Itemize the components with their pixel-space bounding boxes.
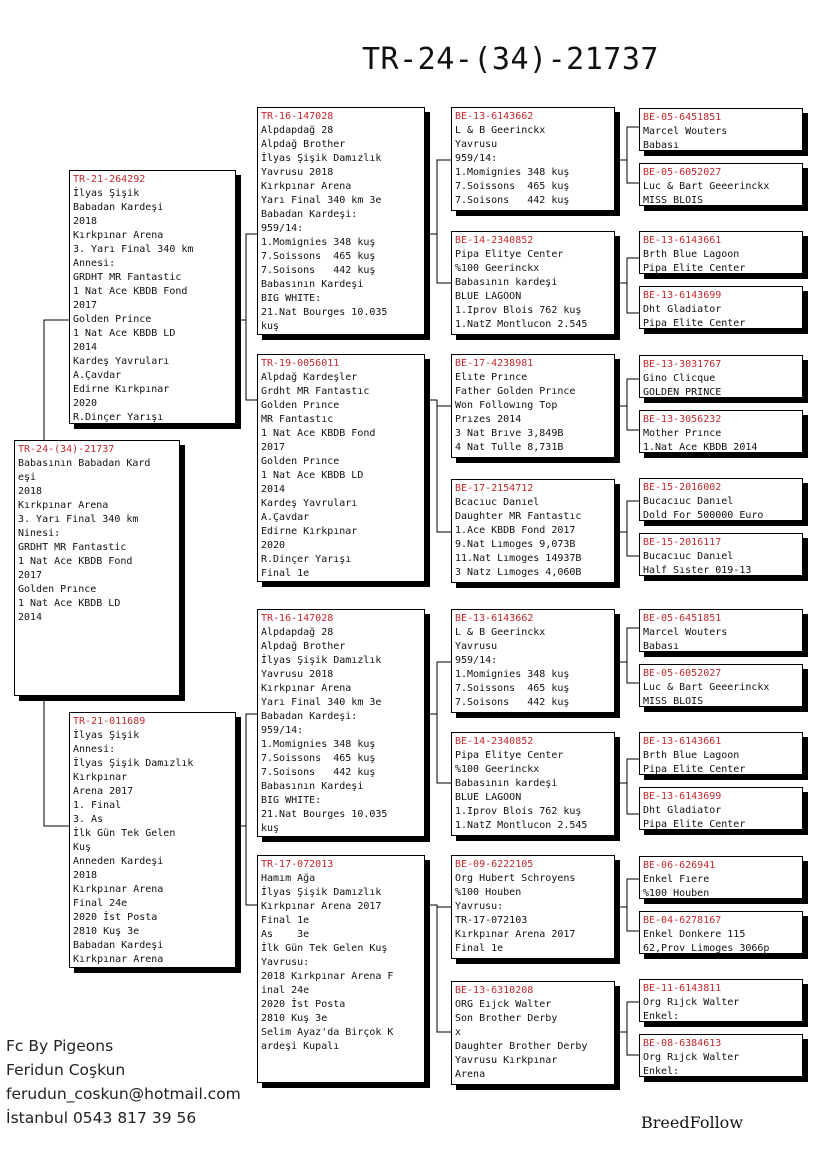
ring-number: TR-17-072013 (261, 859, 334, 870)
card-line: Alpdağ Kardeşler (261, 372, 358, 383)
ring-number: TR-19-0056011 (261, 358, 340, 369)
card-line: 21.Nat Bourges 10.035 (261, 307, 388, 318)
card-line: 11.Nat Lımoges 14937B (455, 553, 582, 564)
ring-number: BE-13-6143662 (455, 613, 534, 624)
card-line: Enkel: (643, 1066, 680, 1077)
ring-number: BE-13-6143662 (455, 111, 534, 122)
card-line: Arena 2017 (73, 786, 134, 797)
pedigree-card-gen3[interactable] (451, 609, 615, 713)
card-line: Pipa Elite Center (643, 318, 746, 329)
card-line: Babadan Kardeşi (73, 202, 164, 213)
pedigree-card-gen4[interactable] (639, 163, 803, 206)
card-line: 3 Nat Brıve 3,849B (455, 428, 564, 439)
card-line: kuş (261, 321, 280, 332)
ring-number: BE-13-6143661 (643, 235, 722, 246)
card-line: Daughter MR Fantastıc (455, 511, 582, 522)
pedigree-card-gen3[interactable] (451, 479, 615, 583)
card-line: 1.Momignies 348 kuş (261, 739, 376, 750)
card-line: 7.Soisons 442 kuş (261, 265, 376, 276)
pedigree-card-gen2[interactable] (257, 609, 425, 837)
pedigree-card-gen4[interactable] (639, 856, 803, 899)
ring-number: TR-24-(34)-21737 (18, 444, 115, 455)
card-line: 2020 İst Posta (73, 912, 158, 923)
card-line: Daughter Brother Derby (455, 1041, 588, 1052)
card-line: Bucacıuc Danıel (643, 551, 734, 562)
card-line: 2810 Kuş 3e (261, 1013, 328, 1024)
pedigree-card-gen4[interactable] (639, 355, 803, 398)
card-line: 1.Momignies 348 kuş (455, 167, 570, 178)
pedigree-card-gen4[interactable] (639, 286, 803, 329)
pedigree-card-gen3[interactable] (451, 732, 615, 836)
card-line: Gino Clicque (643, 373, 716, 384)
card-line: 9.Nat Lımoges 9,073B (455, 539, 576, 550)
ring-number: TR-21-011689 (73, 716, 146, 727)
card-line: R.Dinçer Yarışı (73, 412, 164, 423)
card-line: Yavrusu 2018 (261, 167, 334, 178)
card-line: 62,Prov Limoges 3066p (643, 943, 770, 954)
card-line: İlyas Şişik (73, 188, 140, 199)
ring-number: BE-14-2340852 (455, 235, 534, 246)
card-line: 21.Nat Bourges 10.035 (261, 809, 388, 820)
card-line: Yarı Final 340 km 3e (261, 195, 382, 206)
card-line: kuş (261, 823, 280, 834)
card-line: Kırkpınar Arena 2017 (455, 929, 576, 940)
brand-label: BreedFollow (641, 1113, 744, 1132)
card-line: 3. Yarı Final 340 km (18, 514, 139, 525)
phone-number: İstanbul 0543 817 39 56 (6, 1109, 197, 1127)
ring-number: BE-04-6278167 (643, 915, 722, 926)
card-line: BLUE LAGOON (455, 291, 522, 302)
card-line: Babasının Kardeşi (261, 781, 364, 792)
ring-number: BE-13-6310208 (455, 985, 534, 996)
card-line: 7.Soissons 465 kuş (261, 753, 376, 764)
card-line: Anneden Kardeşi (73, 856, 164, 867)
card-line: Kırkpınar Arena (261, 683, 352, 694)
card-line: Org Hubert Schroyens (455, 873, 576, 884)
card-line: A.Çavdar (261, 512, 310, 523)
card-line: eşi (18, 472, 37, 483)
card-line: BLUE LAGOON (455, 792, 522, 803)
card-line: Final 1e (455, 943, 504, 954)
card-line: Yavrusu: (455, 901, 504, 912)
ring-number: BE-17-4238981 (455, 358, 534, 369)
card-line: MISS BLOIS (643, 195, 704, 206)
card-line: 2020 (261, 540, 286, 551)
card-line: İlyas Şişik Damızlık (261, 887, 382, 898)
ring-number: BE-05-6451851 (643, 112, 722, 123)
card-line: Pipa Elitye Center (455, 249, 564, 260)
card-line: 7.Soissons 465 kuş (455, 181, 570, 192)
card-line: Golden Prınce (261, 400, 340, 411)
pedigree-card-gen4[interactable] (639, 787, 803, 830)
card-line: Annesi: (73, 744, 116, 755)
card-line: 4 Nat Tulle 8,731B (455, 442, 564, 453)
card-line: %100 Houben (643, 888, 710, 899)
card-line: Luc & Bart Geeerinckx (643, 682, 770, 693)
ring-number: BE-15-2016117 (643, 537, 722, 548)
card-line: Kırkpınar Arena (73, 230, 164, 241)
ring-number: BE-05-6052027 (643, 167, 722, 178)
card-line: 7.Soisons 442 kuş (455, 697, 570, 708)
card-line: Babadan Kardeşi: (261, 711, 358, 722)
card-line: 3. Yarı Final 340 km (73, 244, 194, 255)
card-line: Enkel Fıere (643, 874, 710, 885)
card-line: 2018 (73, 216, 98, 227)
card-line: A.Çavdar (73, 370, 122, 381)
card-line: R.Dinçer Yarışı (261, 554, 352, 565)
pedigree-card-gen4[interactable] (639, 231, 803, 274)
card-line: Pipa Elite Center (643, 263, 746, 274)
pedigree-card-gen2[interactable] (257, 855, 425, 1083)
ring-number: BE-17-2154712 (455, 483, 534, 494)
card-line: 2014 (261, 484, 286, 495)
card-line: 959/14: (261, 725, 304, 736)
card-line: 959/14: (455, 153, 498, 164)
card-line: GRDHT MR Fantastic (18, 542, 127, 553)
card-line: Half Sıster 019-13 (643, 565, 752, 576)
card-line: 1. Final (73, 800, 122, 811)
card-line: 7.Soisons 442 kuş (261, 767, 376, 778)
card-line: Grdht MR Fantastıc (261, 386, 370, 397)
card-line: Dold For 500000 Euro (643, 510, 764, 521)
card-line: Dht Gladiator (643, 805, 722, 816)
card-line: Babasının Kardeşi (261, 279, 364, 290)
card-line: Kardeş Yavruları (261, 498, 358, 509)
card-line: 2017 (73, 300, 98, 311)
card-line: Final 1e (261, 568, 310, 579)
card-line: Yavrusu 2018 (261, 669, 334, 680)
card-line: 2018 (73, 870, 98, 881)
card-line: Dht Gladiator (643, 304, 722, 315)
card-line: ORG Eıjck Walter (455, 999, 552, 1010)
card-line: 7.Soisons 442 kuş (455, 195, 570, 206)
card-line: Marcel Wouters (643, 126, 728, 137)
pedigree-card-gen4[interactable] (639, 609, 803, 652)
card-line: Babadan Kardeşi (73, 940, 164, 951)
card-line: Alpdağ Brother (261, 641, 346, 652)
card-line: Yavrusu (455, 139, 498, 150)
card-line: 1.NatZ Montlucon 2.545 (455, 319, 588, 330)
card-line: 1.Nat Ace KBDB 2014 (643, 442, 758, 453)
card-line: Bucacıuc Danıel (643, 496, 734, 507)
ring-number: TR-16-147028 (261, 613, 334, 624)
card-line: Kardeş Yavruları (73, 356, 170, 367)
card-line: GOLDEN PRINCE (643, 387, 722, 398)
card-line: Golden Prınce (261, 456, 340, 467)
pedigree-card-gen4[interactable] (639, 478, 803, 521)
card-line: Father Golden Prınce (455, 386, 576, 397)
card-line: Org Rıjck Walter (643, 997, 740, 1008)
ring-number: BE-05-6451851 (643, 613, 722, 624)
card-line: Marcel Wouters (643, 627, 728, 638)
ring-number: BE-13-6143661 (643, 736, 722, 747)
card-line: 1.Iprov Blois 762 kuş (455, 806, 582, 817)
pedigree-card-gen4[interactable] (639, 533, 803, 576)
card-line: BIG WHITE: (261, 293, 322, 304)
card-line: GRDHT MR Fantastic (73, 272, 182, 283)
card-line: Golden Prınce (18, 584, 97, 595)
card-line: Kırkpınar Arena 2017 (261, 901, 382, 912)
breeder-name: Feridun Coşkun (6, 1061, 126, 1079)
pedigree-card-gen3[interactable] (451, 354, 615, 458)
card-line: 2018 (18, 486, 43, 497)
card-line: 7.Soissons 465 kuş (261, 251, 376, 262)
pedigree-card-subject[interactable] (14, 440, 180, 696)
pedigree-card-gen4[interactable] (639, 1034, 803, 1077)
card-line: MISS BLOIS (643, 696, 704, 707)
card-line: Final 1e (261, 915, 310, 926)
ring-number: BE-09-6222105 (455, 859, 534, 870)
card-line: x (455, 1027, 462, 1038)
card-line: Kırkpınar (73, 772, 128, 783)
card-line: %100 Geerinckx (455, 263, 540, 274)
card-line: Edirne Kırkpınar (73, 384, 170, 395)
card-line: Pipa Elite Center (643, 819, 746, 830)
card-line: L & B Geerinckx (455, 627, 546, 638)
card-line: ardeşi Kupalı (261, 1041, 340, 1052)
card-line: 1 Nat Ace KBDB LD (18, 598, 121, 609)
card-line: 1.NatZ Montlucon 2.545 (455, 820, 588, 831)
pedigree-card-gen3[interactable] (451, 107, 615, 211)
loft-name: Fc By Pigeons (6, 1037, 114, 1055)
card-line: Babadan Kardeşi: (261, 209, 358, 220)
card-line: Yavrusu: (261, 957, 310, 968)
card-line: Kırkpınar Arena (261, 181, 352, 192)
card-line: %100 Geerinckx (455, 764, 540, 775)
card-line: Brth Blue Lagoon (643, 249, 740, 260)
card-line: 2017 (18, 570, 43, 581)
ring-number: BE-05-6052027 (643, 668, 722, 679)
card-line: Golden Prince (73, 314, 152, 325)
card-line: Kırkpınar Arena (73, 954, 164, 965)
card-line: 959/14: (261, 223, 304, 234)
card-line: İlyas Şişik Damızlık (261, 655, 382, 666)
card-line: 1 Nat Ace KBDB Fond (261, 428, 376, 439)
pedigree-card-gen4[interactable] (639, 664, 803, 707)
ring-number: BE-13-6143699 (643, 290, 722, 301)
card-line: Enkel Donkere 115 (643, 929, 746, 940)
email-link[interactable]: ferudun_coskun@hotmail.com (6, 1085, 241, 1103)
card-line: 1 Nat Ace KBDB Fond (73, 286, 188, 297)
card-line: Enkel: (643, 1011, 680, 1022)
ring-number: BE-06-626941 (643, 860, 716, 871)
card-line: Son Brother Derby (455, 1013, 558, 1024)
card-line: İlyas Şişik (73, 730, 140, 741)
card-line: İlk Gün Tek Gelen Kuş (261, 943, 388, 954)
card-line: 7.Soissons 465 kuş (455, 683, 570, 694)
card-line: Babasının kardeşi (455, 277, 558, 288)
card-line: 2020 (73, 398, 98, 409)
card-line: Ninesi: (18, 528, 61, 539)
card-line: Yavrusu Kırkpınar (455, 1055, 558, 1066)
card-line: Babası (643, 140, 680, 151)
pedigree-card-gen2[interactable] (257, 354, 425, 582)
card-line: Alpdağ Brother (261, 139, 346, 150)
card-line: Alpdapdağ 28 (261, 627, 334, 638)
card-line: 2017 (261, 442, 286, 453)
ring-number: BE-08-6384613 (643, 1038, 722, 1049)
ring-number: BE-13-3056232 (643, 414, 722, 425)
card-line: Won Followıng Top (455, 400, 558, 411)
card-line: 2014 (73, 342, 98, 353)
card-line: 3 Natz Lımoges 4,060B (455, 567, 582, 578)
card-line: Selim Ayaz'da Birçok K (261, 1027, 394, 1038)
card-line: Babası (643, 641, 680, 652)
pedigree-card-gen4[interactable] (639, 911, 803, 954)
card-line: Kuş (73, 842, 92, 853)
pedigree-card-gen4[interactable] (639, 979, 803, 1022)
card-line: Edirne Kırkpınar (261, 526, 358, 537)
pedigree-card-gen3[interactable] (451, 981, 615, 1085)
card-line: İlyas Şişik Damızlık (73, 758, 194, 769)
card-line: Babasının Babadan Kard (18, 458, 151, 469)
ring-number: BE-11-6143811 (643, 983, 722, 994)
card-line: 1.Momignies 348 kuş (261, 237, 376, 248)
card-line: 1.Iprov Blois 762 kuş (455, 305, 582, 316)
pedigree-card-gen2[interactable] (257, 107, 425, 335)
pedigree-title: TR-24-(34)-21737 (362, 42, 659, 77)
card-line: 2018 Kırkpınar Arena F (261, 971, 394, 982)
card-line: Arena (455, 1069, 486, 1080)
card-line: 1 Nat Ace KBDB Fond (18, 556, 133, 567)
card-line: İlyas Şişik Damızlık (261, 153, 382, 164)
card-line: Kırkpınar Arena (73, 884, 164, 895)
card-line: 2020 İst Posta (261, 999, 346, 1010)
card-line: İlk Gün Tek Gelen (73, 828, 176, 839)
pedigree-card-gen4[interactable] (639, 732, 803, 775)
card-line: 3. As (73, 814, 104, 825)
card-line: BIG WHITE: (261, 795, 322, 806)
card-line: MR Fantastıc (261, 414, 334, 425)
pedigree-card-gen4[interactable] (639, 108, 803, 151)
ring-number: BE-15-2016002 (643, 482, 722, 493)
card-line: 1.Ace KBDB Fond 2017 (455, 525, 576, 536)
card-line: Brth Blue Lagoon (643, 750, 740, 761)
card-line: Yavrusu (455, 641, 498, 652)
card-line: 1 Nat Ace KBDB LD (261, 470, 364, 481)
ring-number: BE-13-3031767 (643, 359, 722, 370)
card-line: Luc & Bart Geeerinckx (643, 181, 770, 192)
card-line: Prızes 2014 (455, 414, 522, 425)
pedigree-card-dam[interactable] (69, 712, 236, 968)
card-line: Elıte Prınce (455, 372, 528, 383)
breeder-contact (6, 1034, 241, 1130)
card-line: Mother Prınce (643, 428, 722, 439)
card-line: 2014 (18, 612, 43, 623)
card-line: Pipa Elitye Center (455, 750, 564, 761)
card-line: 1 Nat Ace KBDB LD (73, 328, 176, 339)
pedigree-card-gen3[interactable] (451, 855, 615, 959)
ring-number: BE-14-2340852 (455, 736, 534, 747)
card-line: Pipa Elite Center (643, 764, 746, 775)
pedigree-card-sire[interactable] (69, 170, 236, 424)
card-line: Annesi: (73, 258, 116, 269)
ring-number: BE-13-6143699 (643, 791, 722, 802)
card-line: Hamım Ağa (261, 873, 316, 884)
card-line: As 3e (261, 929, 310, 940)
card-line: 2810 Kuş 3e (73, 926, 140, 937)
card-line: inal 24e (261, 985, 310, 996)
card-line: Babasının kardeşi (455, 778, 558, 789)
card-line: 1.Momignies 348 kuş (455, 669, 570, 680)
pedigree-card-gen4[interactable] (639, 410, 803, 453)
card-line: TR-17-072103 (455, 915, 528, 926)
pedigree-card-gen3[interactable] (451, 231, 615, 335)
ring-number: TR-21-264292 (73, 174, 146, 185)
card-line: Final 24e (73, 898, 128, 909)
card-line: %100 Houben (455, 887, 522, 898)
card-line: Org Rıjck Walter (643, 1052, 740, 1063)
card-line: Yarı Final 340 km 3e (261, 697, 382, 708)
card-line: L & B Geerinckx (455, 125, 546, 136)
card-line: Bcacıuc Danıel (455, 497, 540, 508)
card-line: Alpdapdağ 28 (261, 125, 334, 136)
card-line: Kırkpınar Arena (18, 500, 109, 511)
ring-number: TR-16-147028 (261, 111, 334, 122)
card-line: 959/14: (455, 655, 498, 666)
